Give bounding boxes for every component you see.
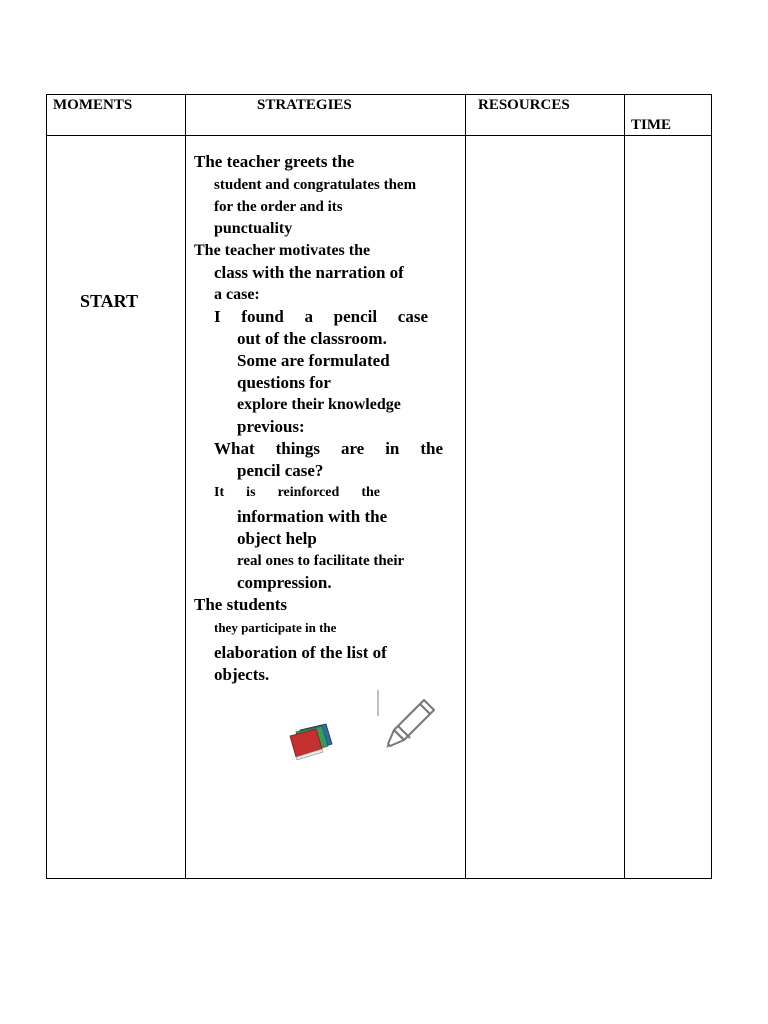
- strategy-line: information with the: [237, 507, 388, 526]
- table-border-left: [46, 94, 47, 879]
- table-border-top: [46, 94, 712, 95]
- strategy-line: explore their knowledge: [237, 396, 401, 413]
- strategy-line: It is reinforced the: [214, 485, 380, 500]
- strategy-line: The students: [194, 595, 288, 614]
- strategy-line: The teacher greets the: [194, 152, 355, 171]
- header-moments: MOMENTS: [53, 97, 133, 113]
- strategy-line: student and congratulates them: [214, 177, 417, 193]
- strategy-item: [194, 151, 456, 174]
- strategies-cell: [194, 151, 456, 686]
- pencil-icon: [376, 688, 442, 754]
- strategy-item: [194, 594, 456, 617]
- strategy-line: The teacher motivates the: [194, 242, 371, 259]
- strategy-line: compression.: [237, 573, 332, 592]
- strategy-line: What things are in the: [214, 439, 443, 458]
- table-header-divider: [46, 135, 712, 136]
- column-divider-1: [185, 94, 186, 879]
- strategy-line: Some are formulated: [237, 351, 390, 370]
- books-icon: [280, 720, 336, 760]
- strategy-line: out of the classroom.: [237, 329, 387, 348]
- strategy-line: they participate in the: [214, 620, 337, 635]
- strategy-line: a case:: [214, 286, 260, 303]
- strategy-line: for the order and its: [214, 199, 343, 215]
- strategy-line: pencil case?: [237, 461, 324, 480]
- moment-start: START: [80, 291, 139, 311]
- strategy-line: object help: [237, 529, 317, 548]
- table-border-bottom: [46, 878, 712, 879]
- strategy-line: I found a pencil case: [214, 307, 428, 326]
- strategy-line: real ones to facilitate their: [237, 553, 405, 569]
- column-divider-2: [465, 94, 466, 879]
- header-resources: RESOURCES: [478, 97, 570, 113]
- strategy-line: objects.: [214, 665, 270, 684]
- header-time: TIME: [631, 117, 672, 133]
- strategy-line: questions for: [237, 373, 331, 392]
- strategy-line: elaboration of the list of: [214, 643, 387, 662]
- strategy-item: [194, 240, 456, 262]
- column-divider-3: [624, 94, 625, 879]
- table-border-right: [711, 94, 712, 879]
- strategy-line: previous:: [237, 417, 305, 436]
- header-strategies: STRATEGIES: [257, 97, 352, 113]
- strategy-line: punctuality: [214, 220, 293, 237]
- strategy-line: class with the narration of: [214, 263, 404, 282]
